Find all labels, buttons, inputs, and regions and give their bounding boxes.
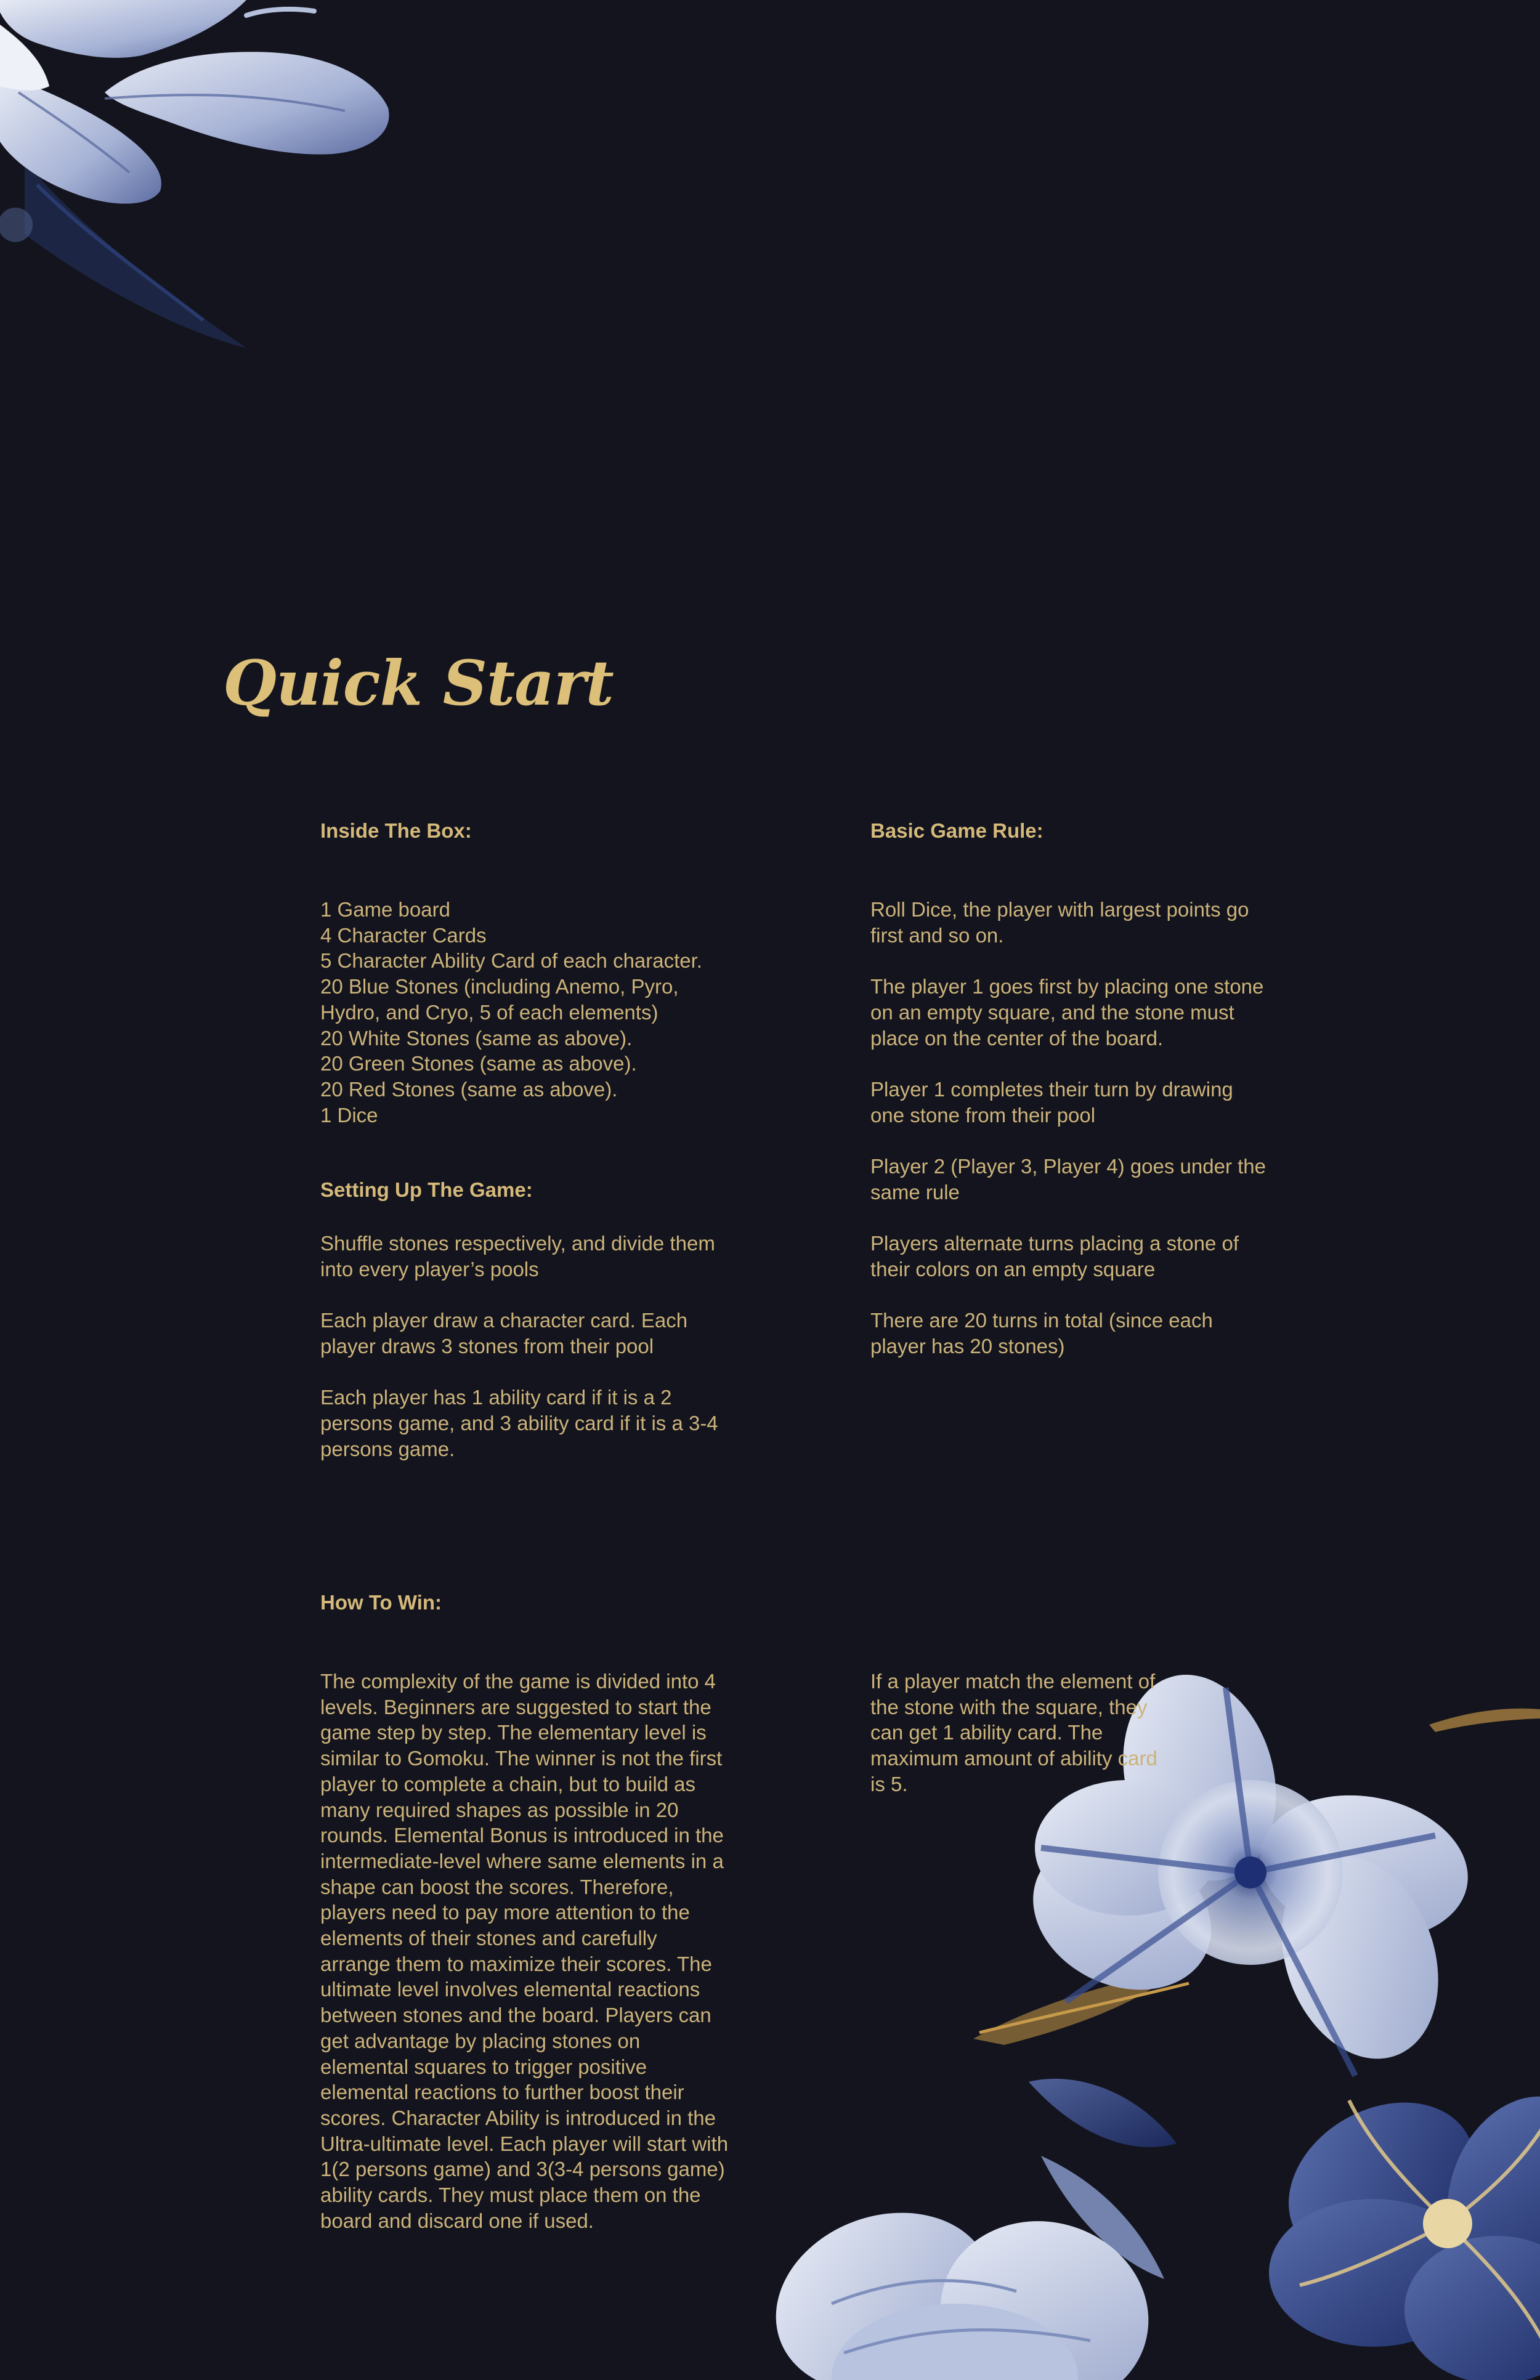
text-line: is 5. xyxy=(870,1772,908,1795)
text-line: similar to Gomoku. The winner is not the first xyxy=(320,1747,723,1770)
text-line: arrange them to maximize their scores. The xyxy=(320,1952,712,1975)
inside-box-item: 1 Dice xyxy=(320,1103,378,1127)
text-line: players need to pay more attention to the xyxy=(320,1901,690,1924)
text-line: Shuffle stones respectively, and divide them xyxy=(320,1232,715,1255)
inside-box-item: 20 Red Stones (same as above). xyxy=(320,1077,618,1101)
text-line: Players alternate turns placing a stone of xyxy=(870,1232,1239,1255)
text-line: There are 20 turns in total (since each xyxy=(870,1309,1213,1332)
text-line: elements of their stones and carefully xyxy=(320,1927,657,1950)
text-line: first and so on. xyxy=(870,923,1004,947)
inside-box-item: 4 Character Cards xyxy=(320,923,487,947)
text-line: can get 1 ability card. The xyxy=(870,1721,1103,1744)
inside-box-list xyxy=(320,897,702,1128)
inside-box-item: 20 White Stones (same as above). xyxy=(320,1026,633,1050)
text-line: maximum amount of ability card xyxy=(870,1747,1157,1770)
text-line: get advantage by placing stones on xyxy=(320,2029,641,2052)
text-line: between stones and the board. Players can xyxy=(320,2004,711,2027)
how-to-win-text xyxy=(320,1669,728,2233)
text-line: Roll Dice, the player with largest points go xyxy=(870,898,1249,921)
text-line: persons game, and 3 ability card if it is a 3-4 xyxy=(320,1411,718,1435)
text-line: The player 1 goes first by placing one stone xyxy=(870,975,1264,998)
text-line: place on the center of the board. xyxy=(870,1026,1164,1050)
text-line: many required shapes as possible in 20 xyxy=(320,1798,679,1821)
text-line: levels. Beginners are suggested to start the xyxy=(320,1695,711,1718)
hibiscus-flower-icon xyxy=(0,0,419,357)
paragraph xyxy=(870,1231,1266,1282)
inside-box-item: 20 Green Stones (same as above). xyxy=(320,1052,637,1075)
text-line: ultimate level involves elemental reactions xyxy=(320,1978,700,2001)
text-line: ability cards. They must place them on the xyxy=(320,2184,701,2207)
text-line: shape can boost the scores. Therefore, xyxy=(320,1875,674,1898)
how-to-win-heading: How To Win: xyxy=(320,1591,442,1614)
inside-box-item: 1 Game board xyxy=(320,898,450,921)
paragraph xyxy=(320,1308,718,1359)
basic-rule-heading: Basic Game Rule: xyxy=(870,819,1044,842)
text-line: player has 20 stones) xyxy=(870,1334,1065,1358)
text-line: Player 1 completes their turn by drawing xyxy=(870,1077,1233,1101)
text-line: one stone from their pool xyxy=(870,1103,1096,1127)
text-line: Each player has 1 ability card if it is a 2 xyxy=(320,1386,672,1409)
paragraph xyxy=(870,1154,1266,1205)
text-line: board and discard one if used. xyxy=(320,2209,594,2232)
text-line: Each player draw a character card. Each xyxy=(320,1309,688,1332)
text-line: persons game. xyxy=(320,1437,455,1460)
text-line: into every player’s pools xyxy=(320,1257,539,1281)
paragraph xyxy=(320,1231,718,1282)
text-line: player draws 3 stones from their pool xyxy=(320,1334,654,1358)
paragraph xyxy=(870,1308,1266,1359)
basic-rule-text xyxy=(870,897,1266,1359)
setting-up-heading: Setting Up The Game: xyxy=(320,1178,533,1201)
text-line: Player 2 (Player 3, Player 4) goes under the xyxy=(870,1154,1266,1178)
inside-box-item: Hydro, and Cryo, 5 of each elements) xyxy=(320,1000,659,1024)
inside-box-item: 5 Character Ability Card of each character. xyxy=(320,949,702,973)
page-title: Quick Start xyxy=(223,647,614,719)
text-line: Ultra-ultimate level. Each player will start with xyxy=(320,2132,729,2155)
text-line: intermediate-level where same elements in a xyxy=(320,1849,724,1872)
paragraph xyxy=(870,974,1266,1051)
paragraph xyxy=(870,897,1266,948)
text-line: rounds. Elemental Bonus is introduced in the xyxy=(320,1824,724,1847)
how-to-win-note xyxy=(870,1669,1157,1797)
text-line: on an empty square, and the stone must xyxy=(870,1000,1234,1024)
text-line: elemental reactions to further boost their xyxy=(320,2081,684,2104)
text-line: If a player match the element of xyxy=(870,1670,1156,1693)
text-line: the stone with the square, they xyxy=(870,1695,1148,1718)
text-line: same rule xyxy=(870,1180,960,1204)
text-line: player to complete a chain, but to build as xyxy=(320,1772,696,1795)
inside-box-item: 20 Blue Stones (including Anemo, Pyro, xyxy=(320,975,679,998)
paragraph xyxy=(320,1385,718,1462)
text-line: game step by step. The elementary level is xyxy=(320,1721,707,1744)
inside-box-heading: Inside The Box: xyxy=(320,819,472,842)
text-line: elemental squares to trigger positive xyxy=(320,2055,647,2078)
text-line: scores. Character Ability is introduced in the xyxy=(320,2106,716,2129)
setting-up-text xyxy=(320,1231,718,1462)
paragraph xyxy=(870,1077,1266,1128)
text-line: their colors on an empty square xyxy=(870,1257,1156,1281)
text-line: 1(2 persons game) and 3(3-4 persons game) xyxy=(320,2158,725,2181)
text-line: The complexity of the game is divided into 4 xyxy=(320,1670,716,1693)
